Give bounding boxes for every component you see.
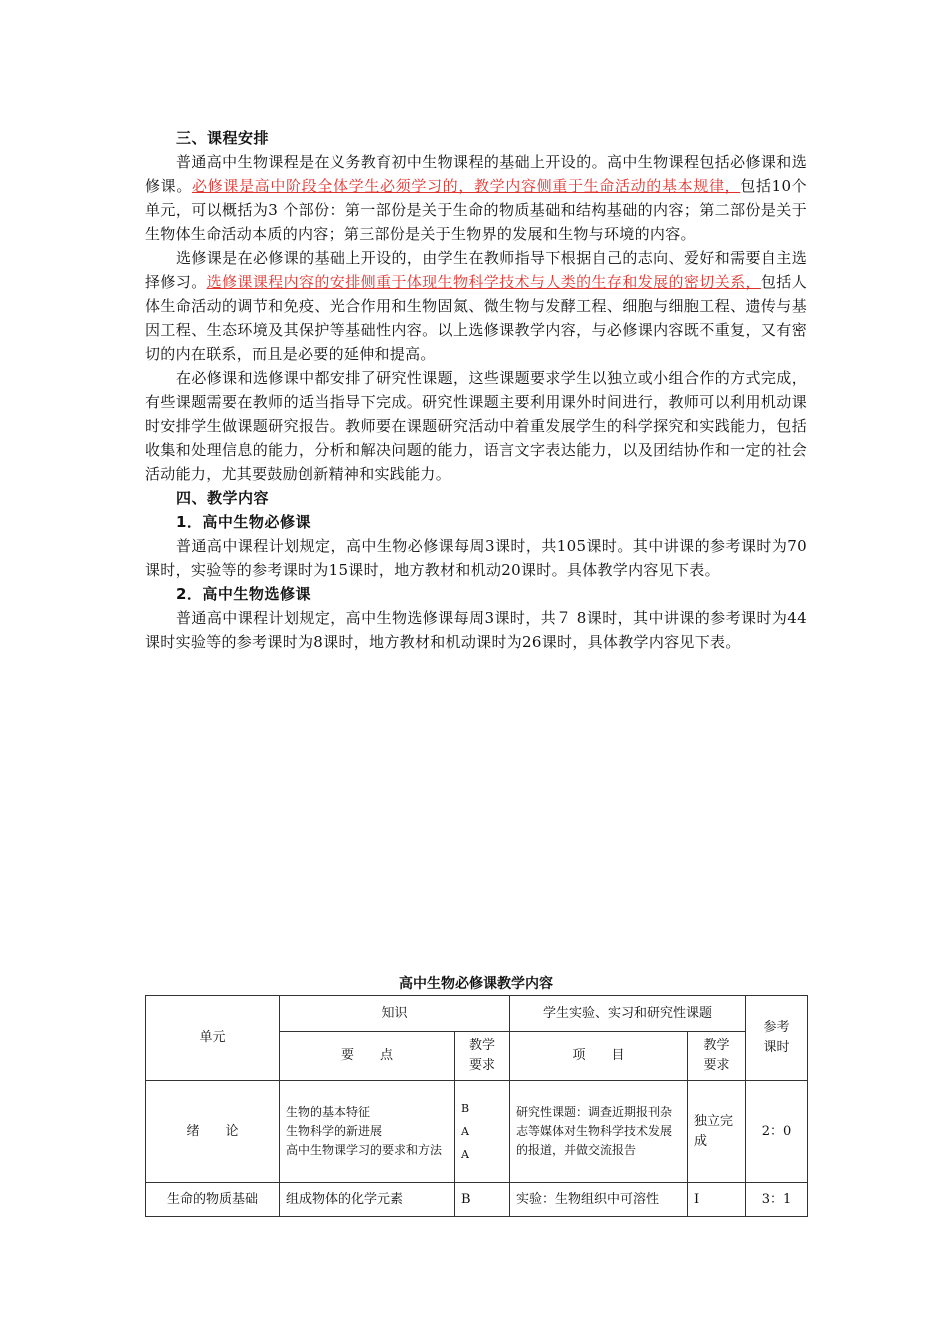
paragraph-text: 包括10个单元，可以概括为3 个部份：第一部份是关于生命的物质基础和结构基础的内容；第二部份是关于生物体生命活动本质的内容；第三部份是关于生物界的发展和生物与环境的内容。 xyxy=(145,177,807,243)
cell-points xyxy=(280,1081,455,1183)
header-key-points: 要 点 xyxy=(280,1032,455,1081)
paragraph-elective-hours: 普通高中课程计划规定，高中生物选修课每周3课时，共７ 8课时，其中讲课的参考课时为44课时实验等的参考课时为8课时，地方教材和机动课时为26课时，具体教学内容见下表。 xyxy=(145,609,807,651)
cell-hours: 3：1 xyxy=(746,1183,808,1217)
header-text: 要求 xyxy=(703,1058,730,1073)
section-heading-3: 三、课程安排 xyxy=(176,129,270,147)
paragraph-required-hours: 普通高中课程计划规定，高中生物必修课每周3课时，共105课时。其中讲课的参考课时为70课时，实验等的参考课时为15课时，地方教材和机动20课时。具体教学内容见下表。 xyxy=(145,537,807,579)
table-row xyxy=(146,1081,808,1183)
paragraph-research-topics: 在必修课和选修课中都安排了研究性课题，这些课题要求学生以独立或小组合作的方式完成，有些课题需要在教师的适当指导下完成。研究性课题主要利用课外时间进行，教师可以利用机动课时安排学生做课题研究报告。教师要在课题研究活动中着重发展学生的科学探究和实践能力，包括收集和处理信息的能力，分析和解决问题的能力，语言文字表达能力，以及团结协作和一定的社会活动能力，尤其要鼓励创新精神和实践能力。 xyxy=(145,369,807,483)
highlighted-text: 必修课是高中阶段全体学生必须学习的，教学内容侧重于生命活动的基本规律， xyxy=(192,177,741,195)
level-item: A xyxy=(461,1148,469,1161)
header-text: 教学 xyxy=(703,1038,730,1053)
header-teaching-requirement-2 xyxy=(688,1032,746,1081)
header-experiment: 学生实验、实习和研究性课题 xyxy=(510,996,746,1032)
cell-requirement: Ⅰ xyxy=(688,1183,746,1217)
curriculum-table xyxy=(145,995,808,1217)
cell-requirement: 独立完成 xyxy=(688,1081,746,1183)
header-text: 课时 xyxy=(763,1040,790,1055)
header-text: 参考 xyxy=(763,1020,790,1035)
cell-unit: 生命的物质基础 xyxy=(146,1183,280,1217)
table-title: 高中生物必修课教学内容 xyxy=(399,976,553,992)
body-text xyxy=(145,126,807,654)
cell-project: 实验：生物组织中可溶性 xyxy=(510,1183,688,1217)
table-header-row xyxy=(146,996,808,1032)
header-text: 教学 xyxy=(469,1038,496,1053)
level-item: A xyxy=(461,1125,469,1138)
paragraph-text: 普通高中生物课程是在义务教育初中生物课程的基础上开设的。高中生物课程包括必修课和选修课。 xyxy=(145,153,807,195)
cell-project: 研究性课题：调查近期报刊杂志等媒体对生物科学技术发展的报道，并做交流报告 xyxy=(510,1081,688,1183)
point-item: 高中生物课学习的要求和方法 xyxy=(286,1143,443,1157)
cell-levels: B xyxy=(455,1183,510,1217)
section-heading-4: 四、教学内容 xyxy=(176,489,270,507)
paragraph-elective-course xyxy=(145,246,807,366)
point-item: 生物科学的新进展 xyxy=(286,1124,383,1138)
paragraph-text: 选修课是在必修课的基础上开设的，由学生在教师指导下根据自己的志向、爱好和需要自主选择修习。 xyxy=(145,249,807,291)
header-unit: 单元 xyxy=(146,996,280,1081)
point-item: 生物的基本特征 xyxy=(286,1105,371,1119)
level-item: B xyxy=(461,1102,470,1115)
subsection-heading-2: 2．高中生物选修课 xyxy=(176,585,311,603)
cell-unit: 绪 论 xyxy=(146,1081,280,1183)
cell-points: 组成物体的化学元素 xyxy=(280,1183,455,1217)
header-project: 项 目 xyxy=(510,1032,688,1081)
highlighted-text: 选修课课程内容的安排侧重于体现生物科学技术与人类的生存和发展的密切关系， xyxy=(206,273,761,291)
paragraph-text: 包括人体生命活动的调节和免疫、光合作用和生物固氮、微生物与发酵工程、细胞与细胞工程、遗传与基因工程、生态环境及其保护等基础性内容。以上选修课教学内容，与必修课内容既不重复，又有密切的内在联系，而且是必要的延伸和提高。 xyxy=(145,273,808,363)
table-row xyxy=(146,1183,808,1217)
header-knowledge: 知识 xyxy=(280,996,510,1032)
header-reference-hours xyxy=(746,996,808,1081)
cell-levels xyxy=(455,1081,510,1183)
subsection-heading-1: 1．高中生物必修课 xyxy=(176,513,311,531)
header-teaching-requirement xyxy=(455,1032,510,1081)
paragraph-required-course xyxy=(145,150,807,246)
cell-hours: 2：0 xyxy=(746,1081,808,1183)
header-text: 要求 xyxy=(469,1058,496,1073)
